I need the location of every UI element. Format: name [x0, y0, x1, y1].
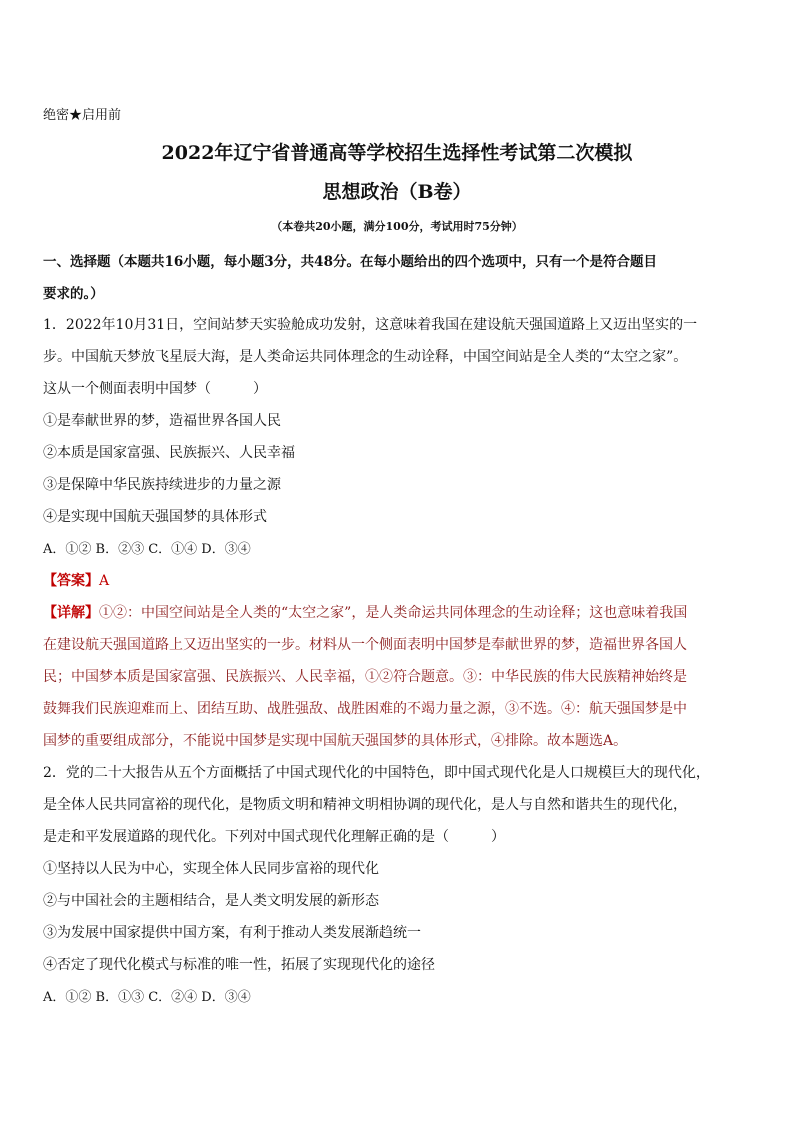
q1-answer	[43, 570, 109, 590]
q1-option: ③是保障中华民族持续进步的力量之源	[43, 477, 281, 493]
q2-option: ①坚持以人民为中心，实现全体人民同步富裕的现代化	[43, 861, 379, 877]
q1-explanation-line: 在建设航天强国道路上又迈出坚实的一步。材料从一个侧面表明中国梦是奉献世界的梦，造福世界各国人	[43, 637, 687, 653]
q2-stem-line: 是走和平发展道路的现代化。下列对中国式现代化理解正确的是（ ）	[43, 829, 505, 845]
explain-label: 【详解】	[43, 605, 99, 621]
q1-choices: A．①② B．②③ C．①④ D．③④	[43, 542, 251, 557]
q2-option: ④否定了现代化模式与标准的唯一性，拓展了实现现代化的途径	[43, 957, 435, 973]
q1-option: ④是实现中国航天强国梦的具体形式	[43, 509, 267, 525]
q2-stem-line: 2．党的二十大报告从五个方面概括了中国式现代化的中国特色，即中国式现代化是人口规模巨大的现代化，	[43, 765, 710, 781]
q2-option: ③为发展中国家提供中国方案，有利于推动人类发展渐趋统一	[43, 925, 421, 941]
q2-choices: A．①② B．①③ C．②④ D．③④	[43, 990, 251, 1005]
q1-explanation-line	[43, 602, 687, 622]
q1-stem-line: 这从一个侧面表明中国梦（ ）	[43, 381, 267, 397]
q2-stem-line: 是全体人民共同富裕的现代化，是物质文明和精神文明相协调的现代化，是人与自然和谐共生的现代化，	[43, 797, 687, 813]
explanation-text: ①②：中国空间站是全人类的“太空之家”，是人类命运共同体理念的生动诠释；这也意味着我国	[99, 605, 688, 621]
q2-option: ②与中国社会的主题相结合，是人类文明发展的新形态	[43, 893, 379, 909]
q1-explanation-line: 民；中国梦本质是国家富强、民族振兴、人民幸福，①②符合题意。③：中华民族的伟大民族精神始终是	[43, 669, 687, 685]
answer-label: 【答案】	[43, 573, 99, 589]
q1-option: ①是奉献世界的梦，造福世界各国人民	[43, 413, 281, 429]
q1-option: ②本质是国家富强、民族振兴、人民幸福	[43, 445, 295, 461]
section-heading-line: 要求的。）	[43, 286, 104, 302]
confidential-label: 绝密★启用前	[43, 108, 122, 123]
exam-note: （本卷共20小题，满分100分，考试用时75分钟）	[271, 220, 523, 233]
q1-explanation-line: 国梦的重要组成部分，不能说中国梦是实现中国航天强国梦的具体形式，④排除。故本题选A。	[43, 733, 628, 749]
page-subtitle: 思想政治（B卷）	[322, 181, 472, 203]
answer-value: A	[99, 573, 110, 589]
section-heading-line: 一、选择题（本题共16小题，每小题3分，共48分。在每小题给出的四个选项中，只有一个是符合题目	[43, 254, 657, 270]
page-title: 2022年辽宁省普通高等学校招生选择性考试第二次模拟	[161, 142, 633, 164]
q1-explanation-line: 鼓舞我们民族迎难而上、团结互助、战胜强敌、战胜困难的不竭力量之源，③不选。④：航天强国梦是中	[43, 701, 687, 717]
q1-stem-line: 1．2022年10月31日，空间站梦天实验舱成功发射，这意味着我国在建设航天强国道路上又迈出坚实的一	[43, 317, 698, 333]
q1-stem-line: 步。中国航天梦放飞星辰大海，是人类命运共同体理念的生动诠释，中国空间站是全人类的“太空之家”。	[43, 349, 688, 365]
